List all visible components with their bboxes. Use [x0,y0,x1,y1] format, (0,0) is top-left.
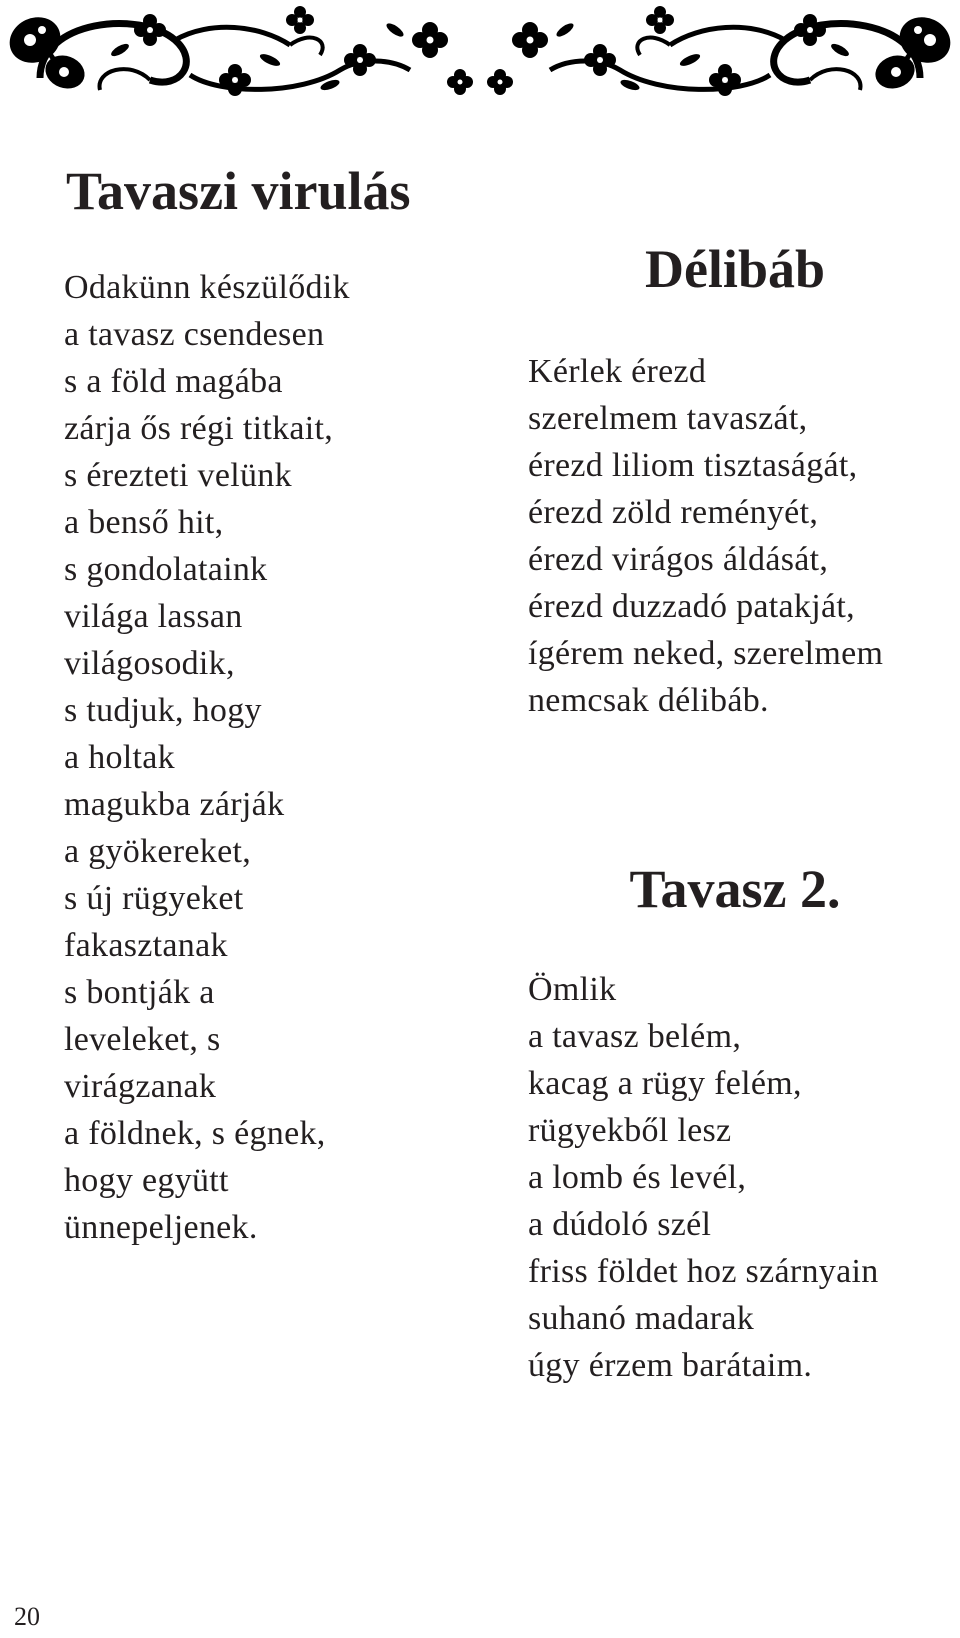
poem-line: érezd zöld reményét, [528,494,819,531]
poem-line: s a föld magába [64,363,283,400]
poem-line: a benső hit, [64,504,224,541]
poem-line: zárja ős régi titkait, [64,410,334,447]
poem-line: világosodik, [64,645,235,682]
poem-line: hogy együtt [64,1162,229,1199]
poem-line: úgy érzem barátaim. [528,1347,813,1384]
poem-line: világa lassan [64,598,243,635]
poem-line: a dúdoló szél [528,1206,712,1243]
poem-line: a lomb és levél, [528,1159,747,1196]
poem-line: Kérlek érezd [528,353,707,390]
poem-line: érezd duzzadó patakját, [528,588,855,625]
poem-title-delibab: Délibáb [644,239,826,299]
poem-body-tavasz-2 [528,966,879,1389]
poem-line: Ömlik [528,971,617,1008]
poem-line: s tudjuk, hogy [64,692,262,729]
poem-line: ígérem neked, szerelmem [528,635,884,672]
poem-line: a tavasz belém, [528,1018,742,1055]
poem-body-delibab [528,348,883,724]
poem-line: a földnek, s égnek, [64,1115,326,1152]
page-number: 20 [14,1602,40,1631]
poem-line: virágzanak [64,1068,217,1105]
poem-line: s érezteti velünk [64,457,292,494]
poem-line: a tavasz csendesen [64,316,325,353]
poem-line: fakasztanak [64,927,228,964]
poem-line: a holtak [64,739,175,776]
poem-line: érezd liliom tisztaságát, [528,447,858,484]
poem-line: friss földet hoz szárnyain [528,1253,879,1290]
poem-line: s bontják a [64,974,215,1011]
poem-line: leveleket, s [64,1021,221,1058]
poem-body-tavaszi-virulas [64,264,350,1251]
poem-line: magukba zárják [64,786,285,823]
poem-line: s gondolataink [64,551,268,588]
poem-line: érezd virágos áldását, [528,541,829,578]
poem-line: rügyekből lesz [528,1112,732,1149]
poem-title-tavasz-2: Tavasz 2. [629,859,841,919]
poem-line: ünnepeljenek. [64,1209,258,1246]
poem-line: nemcsak délibáb. [528,682,769,719]
poem-line: Odakünn készülődik [64,269,350,306]
poem-line: a gyökereket, [64,833,252,870]
poem-line: s új rügyeket [64,880,244,917]
poem-line: kacag a rügy felém, [528,1065,802,1102]
poem-title-tavaszi-virulas: Tavaszi virulás [66,161,411,221]
floral-butterfly-border-icon [0,0,960,110]
poem-line: suhanó madarak [528,1300,755,1337]
poem-line: szerelmem tavaszát, [528,400,808,437]
